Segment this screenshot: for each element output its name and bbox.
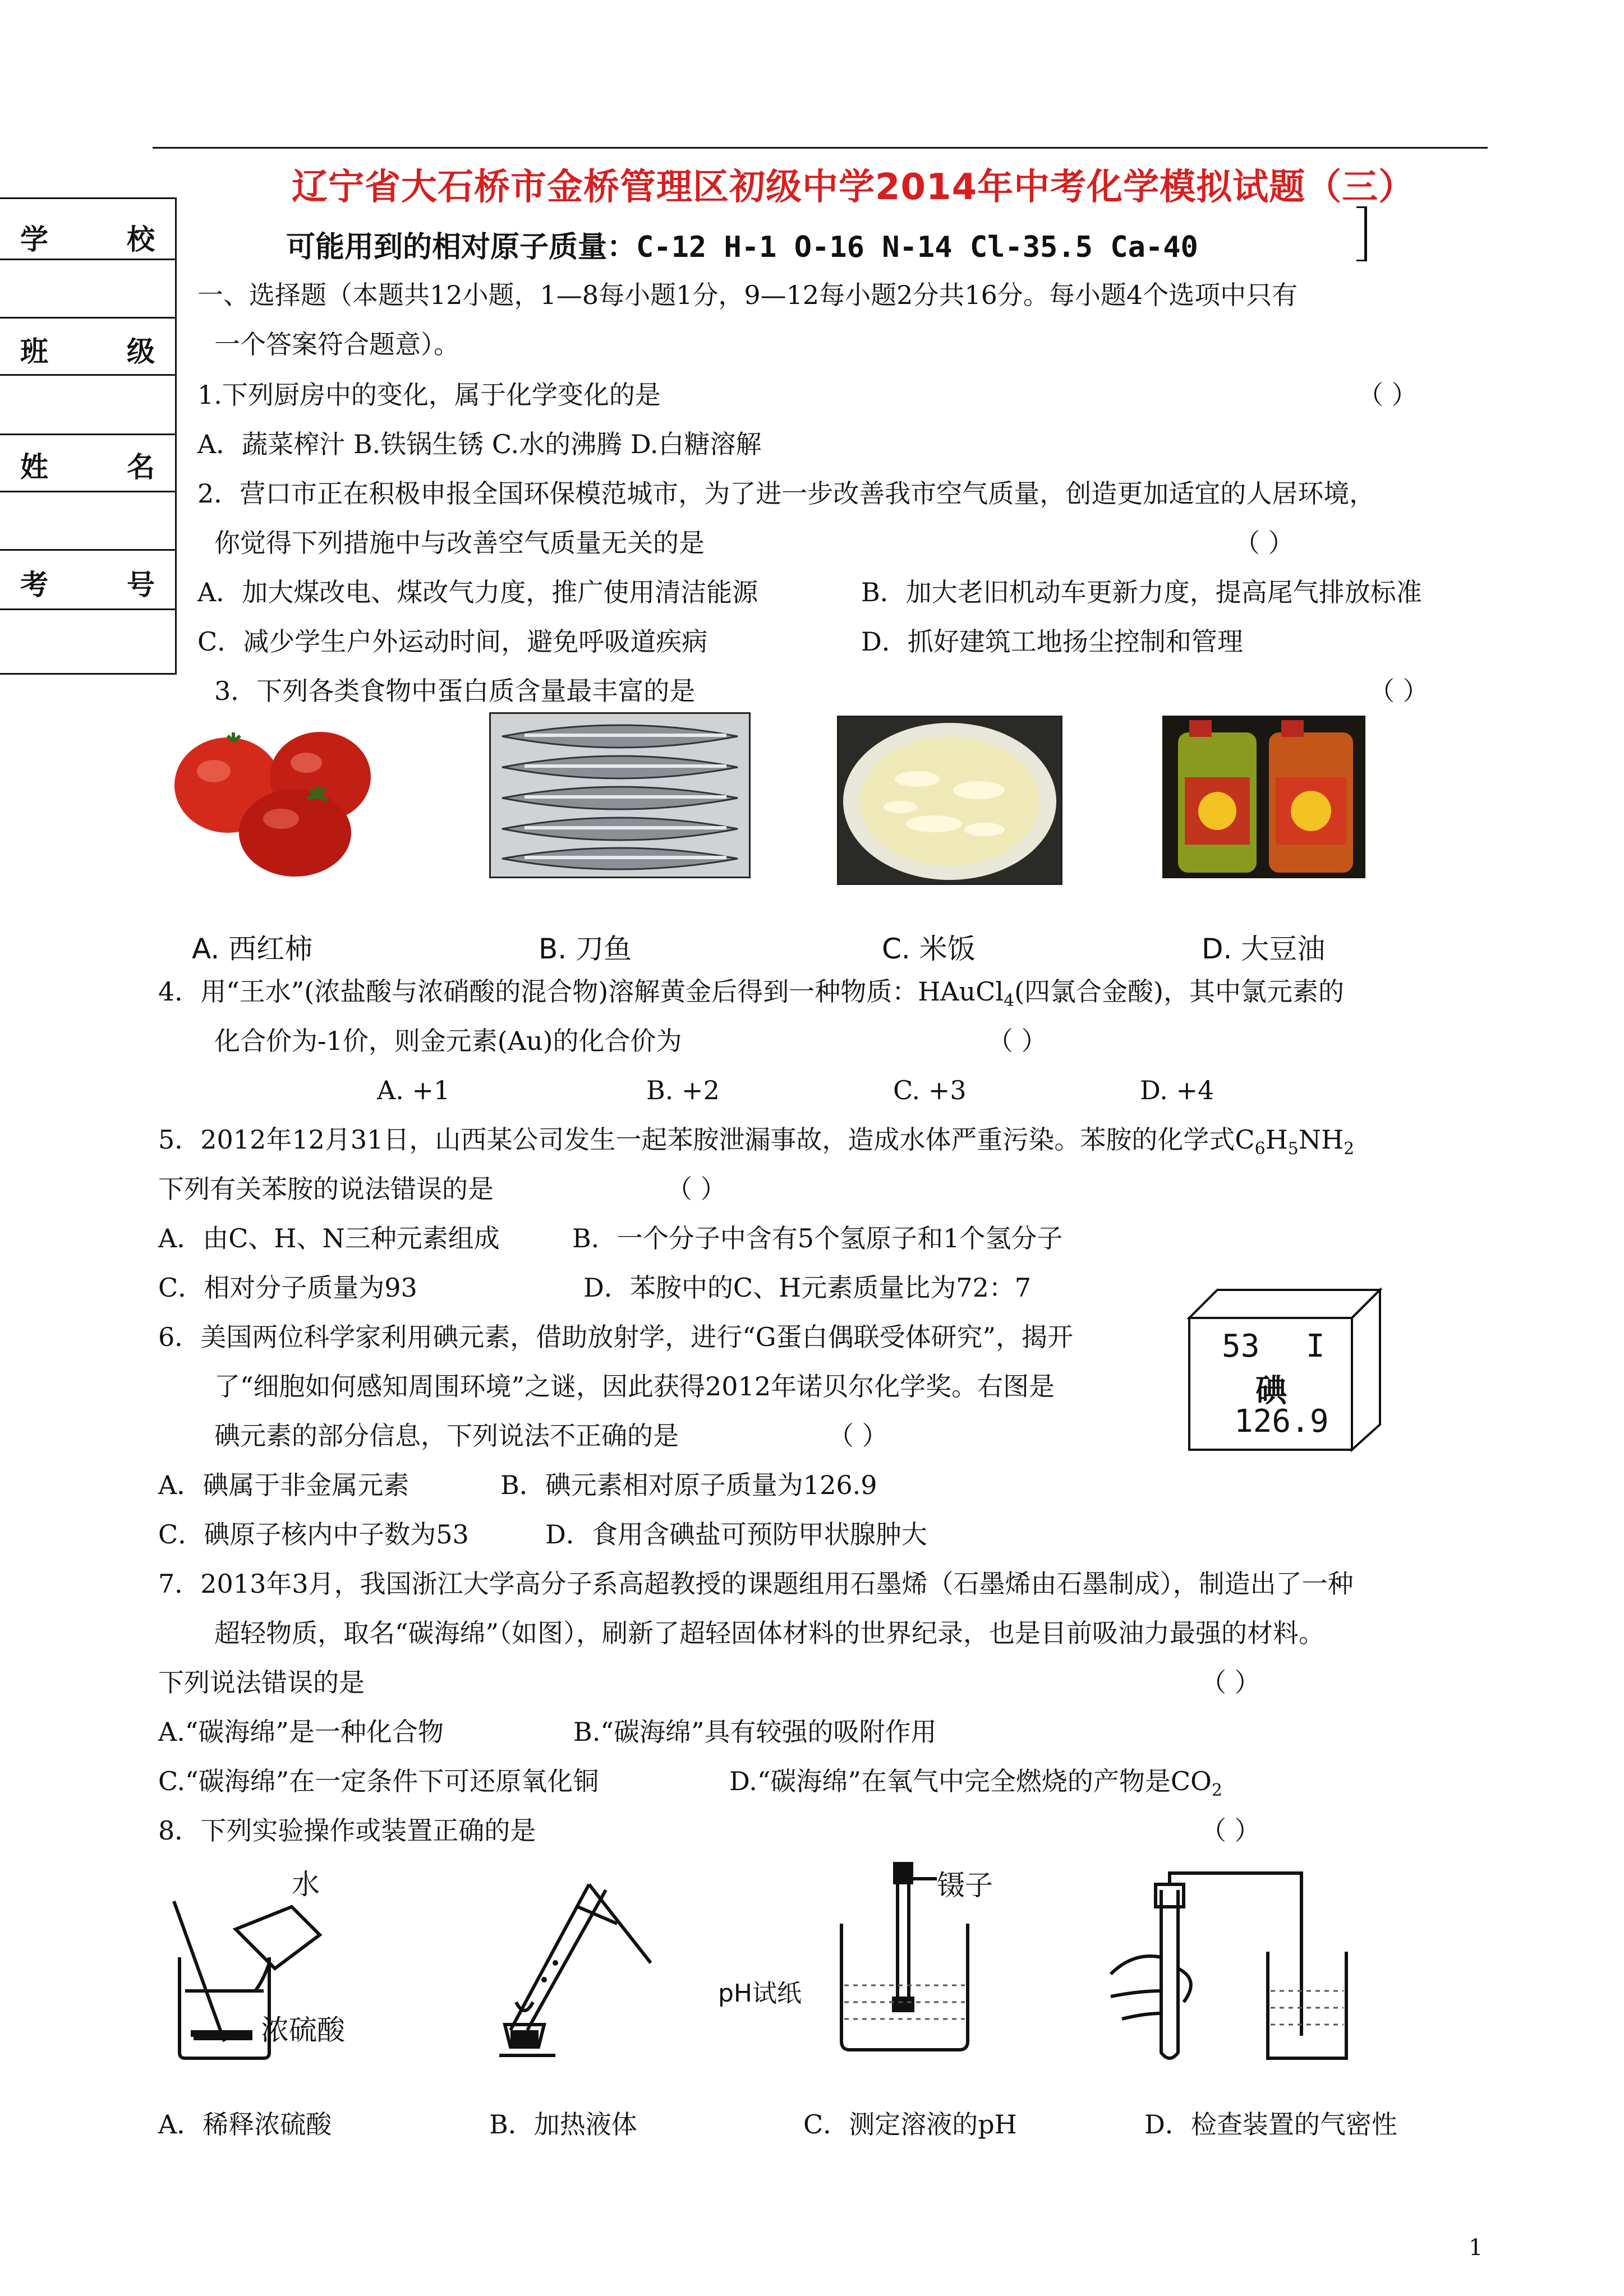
q7-stem-cont: 超轻物质，取名“碳海绵”（如图），刷新了超轻固体材料的世界纪录，也是目前吸油力最强的材料。 (214, 1618, 1325, 1648)
page-title: 辽宁省大石桥市金桥管理区初级中学2014年中考化学模拟试题（三） (292, 167, 1415, 208)
q6-option-a: A．碘属于非金属元素 (158, 1470, 410, 1500)
q2-option-d: D．抓好建筑工地扬尘控制和管理 (861, 626, 1243, 657)
class-label: 班 级 (20, 335, 155, 368)
divider (0, 608, 175, 610)
bracket-mark (1356, 206, 1367, 261)
q2-option-c: C．减少学生户外运动时间，避免呼吸道疾病 (197, 626, 708, 657)
divider (0, 549, 175, 551)
q3-stem: 3．下列各类食物中蛋白质含量最丰富的是 (214, 676, 696, 706)
acid-label: 浓硫酸 (261, 2014, 345, 2046)
iodine-element-card (1184, 1284, 1386, 1453)
atomic-masses: 可能用到的相对原子质量：C-12 H-1 O-16 N-14 Cl-35.5 Ca-40 (286, 230, 1198, 264)
q8-caption-d: D．检查装置的气密性 (1144, 2109, 1397, 2140)
q6-stem: 6．美国两位科学家利用碘元素，借助放射学，进行“G蛋白偶联受体研究”，揭开 (158, 1322, 1074, 1352)
tweezers-label: 镊子 (937, 1869, 993, 1902)
q2-stem: 2．营口市正在积极申报全国环保模范城市，为了进一步改善我市空气质量，创造更加适宜的人居环境， (197, 478, 1375, 509)
element-name: 碘 (1255, 1373, 1287, 1409)
q4-answer-paren: （ ） (987, 1026, 1047, 1056)
q7-stem: 7．2013年3月，我国浙江大学高分子系高超教授的课题组用石墨烯（石墨烯由石墨制成），制造出了一种 (158, 1569, 1354, 1599)
q6-option-c: C．碘原子核内中子数为53 (158, 1519, 469, 1550)
q2-option-a: A．加大煤改电、煤改气力度，推广使用清洁能源 (197, 577, 758, 607)
q2-option-b: B．加大老旧机动车更新力度，提高尾气排放标准 (861, 577, 1422, 607)
q6-option-d: D．食用含碘盐可预防甲状腺肿大 (545, 1519, 927, 1550)
q2-answer-paren: （ ） (1234, 528, 1294, 558)
q7-option-b: B.“碳海绵”具有较强的吸附作用 (573, 1717, 937, 1747)
q3-answer-paren: （ ） (1369, 676, 1429, 706)
q3-caption-a: A. 西红柿 (192, 933, 313, 965)
q7-option-c: C.“碳海绵”在一定条件下可还原氧化铜 (158, 1766, 599, 1796)
q5-answer-paren: （ ） (666, 1174, 726, 1204)
q5-option-c: C．相对分子质量为93 (158, 1273, 417, 1303)
element-symbol: I (1306, 1328, 1325, 1364)
ph-test-figure (718, 1856, 1032, 2064)
atomic-number: 53 (1222, 1328, 1260, 1364)
section-heading: 一、选择题（本题共12小题，1—8每小题1分，9—12每小题2分共16分。每小题4个选项中只有 (197, 280, 1298, 310)
q1-answer-paren: （ ） (1358, 380, 1418, 410)
q8-caption-b: B．加热液体 (489, 2109, 637, 2140)
q5-stem: 5．2012年12月31日，山西某公司发生一起苯胺泄漏事故，造成水体严重污染。苯胺的化学式$C_6H_5NH_2$ (158, 1124, 1355, 1159)
divider (0, 491, 175, 492)
q4-stem: 4．用“王水”(浓盐酸与浓硝酸的混合物)溶解黄金后得到一种物质：HAuCl$_4$(四氯合金酸)，其中氯元素的 (158, 976, 1344, 1011)
divider (0, 259, 175, 260)
q8-answer-paren: （ ） (1200, 1815, 1260, 1846)
q4-option-d: D. +4 (1140, 1075, 1214, 1105)
q5-stem-cont: 下列有关苯胺的说法错误的是 (158, 1174, 494, 1204)
q8-caption-a: A．稀释浓硫酸 (158, 2109, 332, 2140)
q8-stem: 8．下列实验操作或装置正确的是 (158, 1815, 536, 1846)
q6-answer-paren: （ ） (828, 1421, 888, 1451)
q7-option-d: D.“碳海绵”在氧气中完全燃烧的产物是$CO_2$ (729, 1766, 1222, 1801)
airtightness-figure (1099, 1868, 1358, 2069)
q4-option-c: C. +3 (893, 1075, 967, 1105)
divider (0, 317, 175, 319)
rice-image (837, 716, 1062, 885)
school-label: 学 校 (20, 223, 155, 256)
divider (0, 374, 175, 376)
q5-option-a: A．由C、H、N三种元素组成 (158, 1223, 500, 1253)
q4-stem-cont: 化合价为-1价，则金元素(Au)的化合价为 (214, 1026, 682, 1056)
name-label: 姓 名 (20, 451, 155, 483)
q1-options: A．蔬菜榨汁 B.铁锅生锈 C.水的沸腾 D.白糖溶解 (197, 429, 762, 459)
heat-liquid-figure (477, 1862, 668, 2064)
dilute-acid-figure (151, 1862, 387, 2064)
top-rule (153, 147, 1488, 149)
q8-caption-c: C．测定溶液的pH (803, 2109, 1017, 2140)
q6-option-b: B．碘元素相对原子质量为126.9 (500, 1470, 877, 1500)
q2-stem-cont: 你觉得下列措施中与改善空气质量无关的是 (214, 528, 705, 558)
q7-stem-cont2: 下列说法错误的是 (158, 1667, 365, 1698)
number-label: 考 号 (20, 569, 155, 601)
atomic-mass: 126.9 (1234, 1403, 1329, 1440)
q5-option-d: D．苯胺中的C、H元素质量比为72：7 (583, 1273, 1031, 1303)
q3-caption-d: D. 大豆油 (1202, 933, 1326, 965)
q5-option-b: B．一个分子中含有5个氢原子和1个氢分子 (572, 1223, 1063, 1253)
q6-stem-cont: 了“细胞如何感知周围环境”之谜，因此获得2012年诺贝尔化学奖。右图是 (214, 1371, 1055, 1401)
q6-stem-cont2: 碘元素的部分信息，下列说法不正确的是 (214, 1421, 679, 1451)
q7-answer-paren: （ ） (1200, 1667, 1260, 1698)
water-label: 水 (292, 1868, 320, 1901)
q4-option-b: B. +2 (646, 1075, 720, 1105)
q3-caption-c: C. 米饭 (882, 933, 976, 965)
q3-caption-b: B. 刀鱼 (539, 933, 632, 965)
q7-option-a: A.“碳海绵”是一种化合物 (158, 1717, 444, 1747)
q4-option-a: A. +1 (377, 1075, 450, 1105)
fish-image (489, 712, 751, 878)
tomato-image (166, 718, 402, 880)
student-info-box (0, 197, 177, 675)
page-number: 1 (1469, 2235, 1483, 2261)
soybean-oil-image (1162, 716, 1365, 878)
ph-paper-label: pH试纸 (718, 1979, 802, 2008)
q1-stem: 1.下列厨房中的变化，属于化学变化的是 (197, 380, 661, 410)
divider (0, 434, 175, 435)
section-heading-cont: 一个答案符合题意）。 (214, 329, 459, 359)
